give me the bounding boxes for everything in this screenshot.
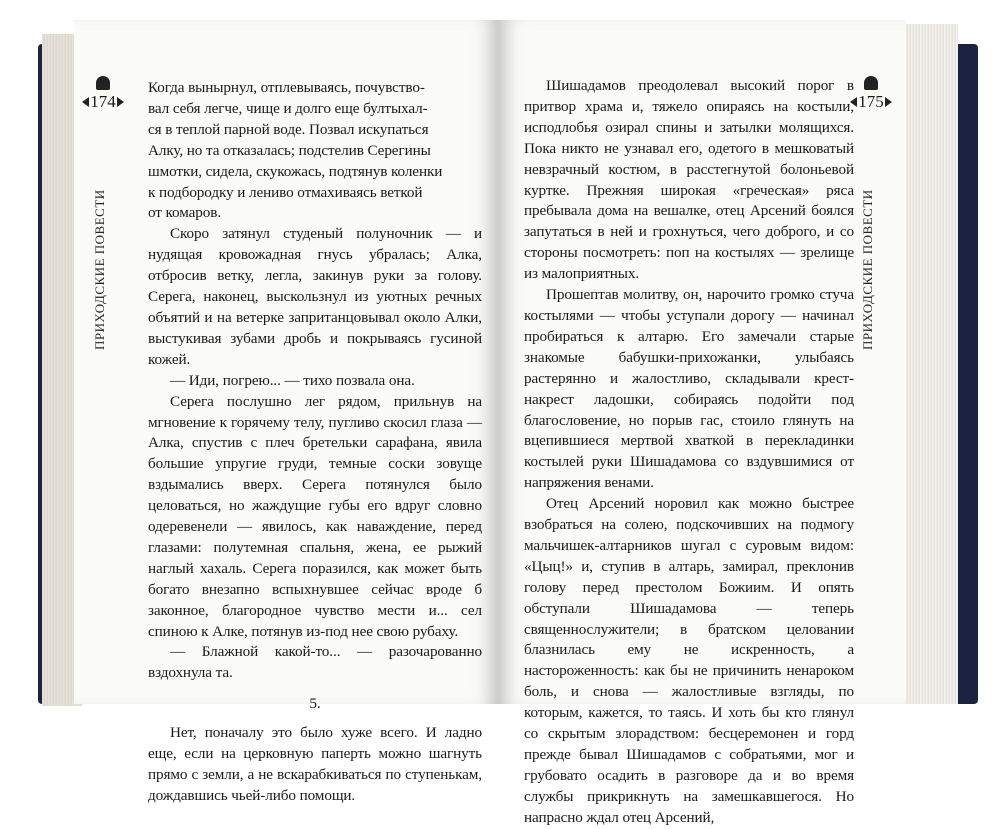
paragraph: Скоро затянул студеный полуночник — и нудящая кровожадная гнусь убралась; Алка, отбросив ветку, легла, закинув руки за голову. Серега, наконец, выскользнул из уютных речных объятий и на ветерке запританцовывал около Алки, выстукивая зубами дробь и покрываясь гусиной кожей. [148,225,482,368]
paragraph: — Иди, погрею... — тихо позвала она. [170,371,415,389]
text-line: шмотки, сидела, скукожась, подтянув коленки [148,162,443,180]
paragraph: Нет, поначалу это было хуже всего. И ладно еще, если на церковную паперть можно шагнуть прямо с земли, а не вскарабкиваться по ступенькам, дождавшись чьей-либо помощи. [148,724,482,804]
running-head-right: ПРИХОДСКИЕ ПОВЕСТИ [860,189,875,351]
paragraph: Серега послушно лег рядом, прильнув на мгновение к горячему телу, пугливо скосил глаза — Алка, спустив с плеч бретельки сарафана, явила большие упругие груди, темные соски зовуще вздымались вверх. Серега потянулся было целоваться, но жаждущие губы его вдруг словно одеревенели — явилось, как наваждение, перед глазами: полутемная спальня, жена, ее рыжий наглый хахаль. Серега поразился, как может быть богато внезапно вспыхнувшее сейчас вроде б законное, благородное чувство мести и... сел спиною к Алке, потянув из-под нее свою рубаху. [148,392,482,640]
chapter-number: 5. [309,695,321,713]
page-edges-right [902,24,958,704]
right-page [498,20,906,826]
page-number-right [848,76,894,122]
left-page [74,20,498,804]
text-line: к подбородку и лениво отмахиваясь веткой [148,183,423,201]
paragraph: — Блажной какой-то... — разочарованно вздохнула та. [148,643,482,682]
open-book [30,14,980,826]
page-number-text: 175 [858,92,884,111]
ornament-right-icon [117,97,124,107]
left-page-text [148,78,482,807]
text-line: вал себя легче, чище и долго еще бултыхал- [148,99,428,117]
ornament-left-icon [82,97,89,107]
page-number-text: 174 [90,92,116,111]
paragraph: Отец Арсений норовил как можно быстрее взобраться на солею, подскочивших на подмогу мальчишек-алтарников шугал с суровым видом: «Цыц!» и, ступив в алтарь, замирал, преклонив голову перед престолом Божиим. И опять обступали Шишадамова — теперь священнослужители; в братском целовании блазнилась ему не искренность, а настороженность: как бы не причинить ненароком боль, и снова — жалостливые взгляды, по которым, кажется, то таясь. И хоть бы кто глянул со скрытым злорадством: бесцеремонен и горд прежде бывал Шишадамов с собратьями, мог и грубовато осадить в разговоре да и во время службы прикрикнуть на замешкавшегося. Но напрасно ждал отец Арсений, [524,495,854,826]
text-line: Алку, но та отказалась; подстелив Серегины [148,141,431,159]
running-head-left: ПРИХОДСКИЕ ПОВЕСТИ [92,189,107,351]
church-emblem-icon [96,76,110,90]
ornament-right-icon [885,97,892,107]
paragraph: Прошептав молитву, он, нарочито громко стуча костылями — чтобы уступали дорогу — начинал пробираться к алтарю. Его замечали старые знакомые бабушки-прихожанки, улыбаясь растерянно и жалостливо, складывали крест-накрест ладошки, собираясь подойти под благословение, но порыв гас, стоило глянуть на вцепившиеся мертвой хваткой в перекладинки костылей руки Шишадамова со вздувшимися от напряжения венами. [524,286,854,492]
page-number-left [80,76,126,122]
text-line: от комаров. [148,204,222,222]
paragraph: Шишадамов преодолевал высокий порог в притвор храма и, тяжело опираясь на костыли, исподлобья озирал спины и затылки молящихся. Пока никто не узнавал его, одетого в мешковатый невзрачный костюм, в расстегнутой болоньевой куртке. Прежняя широкая «греческая» ряса пребывала дома на вешалке, отец Арсений боялся запутаться в ней и грохнуться, чего доброго, и со стороны посмотреть: поп на костылях — зрелище из малоприятных. [524,77,854,283]
right-page-text [524,76,854,829]
text-line: ся в теплой парной воде. Позвал искупаться [148,120,429,138]
text-line: Когда вынырнул, отплевываясь, почувство- [148,79,425,96]
church-emblem-icon [864,76,878,90]
